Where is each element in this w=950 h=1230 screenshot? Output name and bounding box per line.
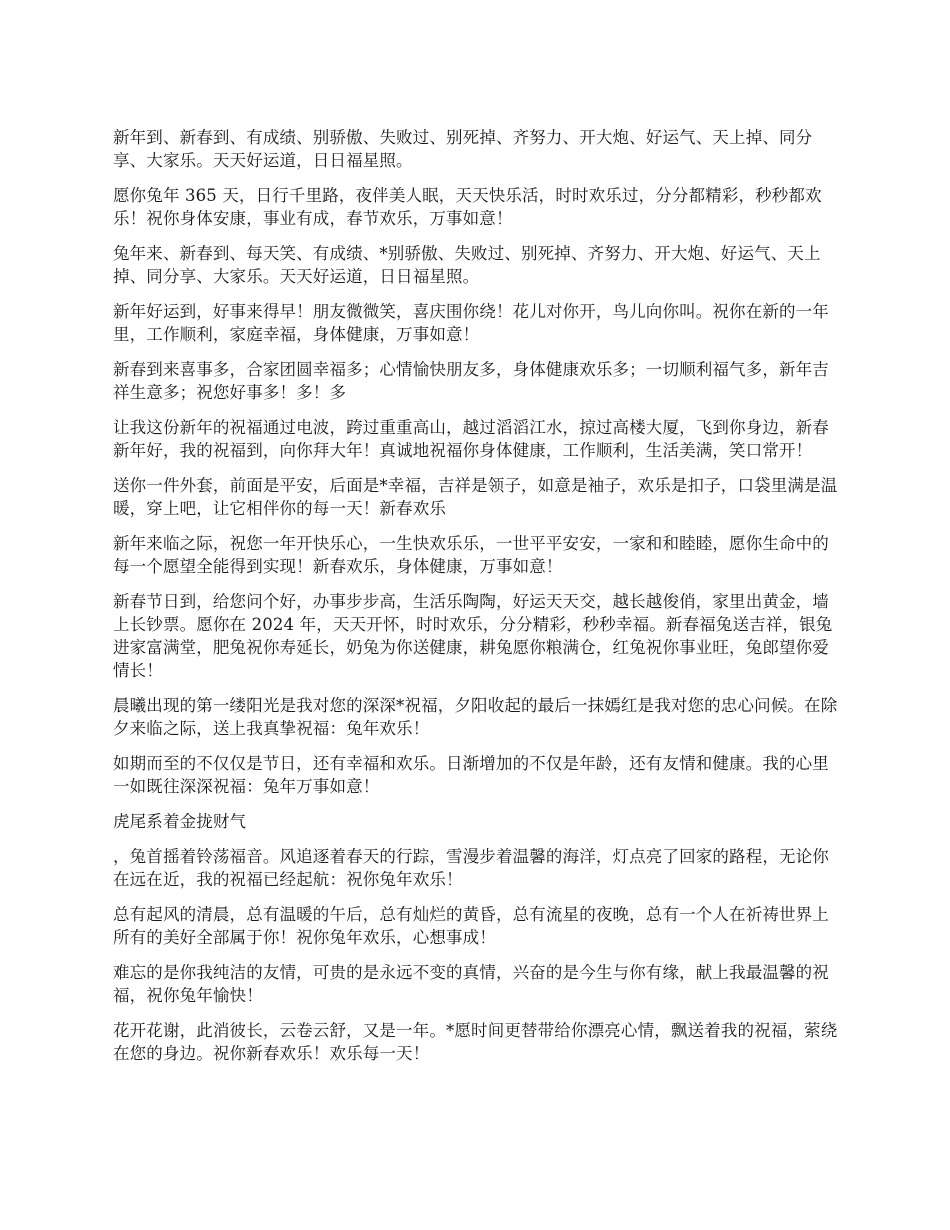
paragraph: 新春节日到，给您问个好，办事步步高，生活乐陶陶，好运天天交，越长越俊俏，家里出黄金，墙上长钞票。愿你在 2024 年，天天开怀，时时欢乐，分分精彩，秒秒幸福。新春福兔送吉祥，银兔进家富满堂，肥兔祝你寿延长，奶兔为你送健康，耕兔愿你粮满仓，红兔祝你事业旺，兔郎望你爱情长！ (113, 592, 833, 680)
paragraph: 新春到来喜事多，合家团圆幸福多；心情愉快朋友多，身体健康欢乐多；一切顺利福气多，新年吉祥生意多；祝您好事多！多！多 (113, 360, 829, 402)
paragraph: 新年好运到，好事来得早！朋友微微笑，喜庆围你绕！花儿对你开，鸟儿向你叫。祝你在新的一年里，工作顺利，家庭幸福，身体健康，万事如意！ (113, 302, 829, 344)
paragraph: 愿你兔年 365 天，日行千里路，夜伴美人眠，天天快乐活，时时欢乐过，分分都精彩，秒秒都欢乐！祝你身体安康，事业有成，春节欢乐，万事如意！ (113, 186, 822, 228)
paragraph: 让我这份新年的祝福通过电波，跨过重重高山，越过滔滔江水，掠过高楼大厦，飞到你身边，新春新年好，我的祝福到，向你拜大年！真诚地祝福你身体健康，工作顺利，生活美满，笑口常开！ (113, 418, 829, 460)
paragraph: 虎尾系着金拢财气 (113, 812, 247, 831)
paragraph: 花开花谢，此消彼长，云卷云舒，又是一年。*愿时间更替带给你漂亮心情，飘送着我的祝福，萦绕在您的身边。祝你新春欢乐！欢乐每一天！ (113, 1021, 838, 1063)
document-page (113, 126, 843, 1077)
paragraph: 总有起风的清晨，总有温暖的午后，总有灿烂的黄昏，总有流星的夜晚，总有一个人在祈祷世界上所有的美好全部属于你！祝你兔年欢乐，心想事成！ (113, 905, 829, 947)
paragraph: 兔年来、新春到、每天笑、有成绩、*别骄傲、失败过、别死掉、齐努力、开大炮、好运气、天上掉、同分享、大家乐。天天好运道，日日福星照。 (113, 244, 821, 286)
paragraph: 晨曦出现的第一缕阳光是我对您的深深*祝福，夕阳收起的最后一抹嫣红是我对您的忠心问候。在除夕来临之际，送上我真挚祝福：兔年欢乐！ (113, 696, 838, 738)
paragraph: ，兔首摇着铃荡福音。风追逐着春天的行踪，雪漫步着温馨的海洋，灯点亮了回家的路程，无论你在远在近，我的祝福已经起航：祝你兔年欢乐！ (113, 847, 829, 889)
paragraph: 难忘的是你我纯洁的友情，可贵的是永远不变的真情，兴奋的是今生与你有缘，献上我最温馨的祝福，祝你兔年愉快！ (113, 963, 829, 1005)
paragraph: 新年到、新春到、有成绩、别骄傲、失败过、别死掉、齐努力、开大炮、好运气、天上掉、同分享、大家乐。天天好运道，日日福星照。 (113, 128, 813, 170)
paragraph: 如期而至的不仅仅是节日，还有幸福和欢乐。日渐增加的不仅是年龄，还有友情和健康。我的心里一如既往深深祝福：兔年万事如意！ (113, 754, 829, 796)
paragraph: 新年来临之际，祝您一年开快乐心，一生快欢乐乐，一世平平安安，一家和和睦睦，愿你生命中的每一个愿望全能得到实现！新春欢乐，身体健康，万事如意！ (113, 534, 829, 576)
paragraph: 送你一件外套，前面是平安，后面是*幸福，吉祥是领子，如意是袖子，欢乐是扣子，口袋里满是温暖，穿上吧，让它相伴你的每一天！新春欢乐 (113, 476, 838, 518)
